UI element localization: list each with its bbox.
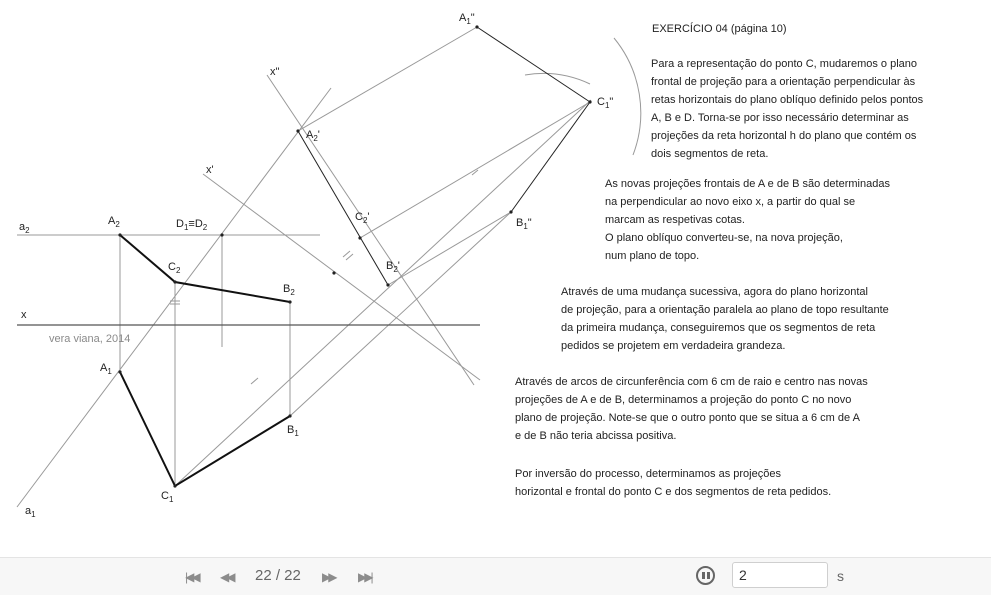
point-B2 [288,300,291,303]
label-C2p: $C_2'$ [355,211,370,225]
paragraph-3-line: da primeira mudança, conseguiremos que os segmentos de reta [561,322,876,334]
projector-c-new [360,102,590,238]
point-A1pp [475,25,478,28]
paragraph-4 [515,373,868,445]
label-C1: $C_1$ [161,490,174,504]
label-a2: $a_2$ [19,221,30,235]
label-B2: $B_2$ [283,283,295,297]
point-A2 [118,233,121,236]
label-C1pp: $C_1$" [597,96,614,110]
fast-forward-icon[interactable]: ▶▶ [322,570,335,584]
label-A2: $A_2$ [108,215,120,229]
playback-toolbar [0,557,991,595]
point-C1 [173,484,176,487]
slide-counter: 22 / 22 [255,567,301,584]
exercise-title: EXERCÍCIO 04 (página 10) [652,23,787,35]
point-D [220,233,223,236]
paragraph-5 [515,465,831,501]
projector-b-new [290,212,511,416]
horizontal-projection [120,372,290,486]
point-A2p [296,129,299,132]
projector-b-frontal [388,212,511,285]
tick-3 [343,251,350,257]
point-C1pp [588,100,591,103]
line-a1 [17,88,331,507]
segment-a-c-true-size [477,27,590,102]
label-D: $D_1\equiv D_2$ [176,218,208,232]
paragraph-5-line: Por inversão do processo, determinamos as projeções [515,468,781,480]
paragraph-2-line: O plano oblíquo converteu-se, na nova projeção, [605,232,843,244]
paragraph-3-line: Através de uma mudança sucessiva, agora do plano horizontal [561,286,868,298]
paragraph-5-line: horizontal e frontal do ponto C e dos segmentos de reta pedidos. [515,486,832,498]
skip-to-first-icon[interactable]: |◀◀ [185,570,198,584]
paragraph-1 [651,55,923,163]
label-x-double-prime: x" [270,66,280,78]
point-C2 [173,280,176,283]
paragraph-1-line: projeções da reta horizontal h do plano que contém os [651,130,917,142]
speed-input[interactable] [732,562,828,588]
point-B1 [288,414,291,417]
paragraph-3 [561,283,889,355]
rewind-icon[interactable]: ◀◀ [220,570,233,584]
label-x-axis: x [21,309,27,321]
paragraph-1-line: dois segmentos de reta. [651,148,769,160]
label-A2p: $A_2'$ [306,129,320,143]
tick-4 [346,254,353,260]
seconds-unit-label: s [837,568,844,584]
paragraph-4-line: Através de arcos de circunferência com 6 cm de raio e centro nas novas [515,376,868,388]
paragraph-4-line: e de B não teria abcissa positiva. [515,430,677,442]
label-a1: $a_1$ [25,505,36,519]
arc-from-b [614,38,641,155]
label-A1: $A_1$ [100,362,112,376]
skip-to-last-icon[interactable]: ▶▶| [358,570,371,584]
arc-from-a [525,74,590,84]
label-A1pp: $A_1$" [459,12,475,26]
paragraph-3-line: de projeção, para a orientação paralela ao plano de topo resultante [561,304,889,316]
paragraph-1-line: Para a representação do ponto C, mudaremos o plano [651,58,917,70]
label-x-prime: x' [206,164,214,176]
point-C2p [358,236,361,239]
axis-x-double-prime [267,75,474,385]
bold-projections [120,235,290,486]
point-A1 [118,370,121,373]
projection-segments [298,27,590,285]
paragraph-2-line: As novas projeções frontais de A e de B são determinadas [605,178,890,190]
segment-new-frontal [298,131,388,285]
point-B1pp [509,210,512,213]
author-credit: vera viana, 2014 [49,333,131,345]
paragraph-3-line: pedidos se projetem em verdadeira grandeza. [561,340,786,352]
point-intersection [332,271,335,274]
paragraph-2 [605,175,890,265]
paragraph-1-line: frontal de projeção para a orientação perpendicular às [651,76,916,88]
label-B1: $B_1$ [287,424,299,438]
frontal-projection [120,235,290,302]
paragraph-2-line: marcam as respetivas cotas. [605,214,745,226]
paragraph-1-line: retas horizontais do plano oblíquo definido pelos pontos [651,94,924,106]
paragraph-4-line: plano de projeção. Note-se que o outro ponto que se situa a 6 cm de A [515,412,860,424]
label-B2p: $B_2'$ [386,260,400,274]
paragraph-1-line: A, B e D. Torna-se por isso necessário determinar as [651,112,909,124]
paragraph-2-line: na perpendicular ao novo eixo x, a partir do qual se [605,196,856,208]
label-C2: $C_2$ [168,261,181,275]
tick-2 [251,378,258,384]
segment-c-b-true-size [511,102,590,212]
projector-a-new [298,27,477,131]
paragraph-4-line: projeções de A e de B, determinamos a projeção do ponto C no novo [515,394,852,406]
point-B2p [386,283,389,286]
label-B1pp: $B_1$" [516,217,532,231]
paragraph-2-line: num plano de topo. [605,250,700,262]
pause-icon[interactable] [696,566,715,585]
